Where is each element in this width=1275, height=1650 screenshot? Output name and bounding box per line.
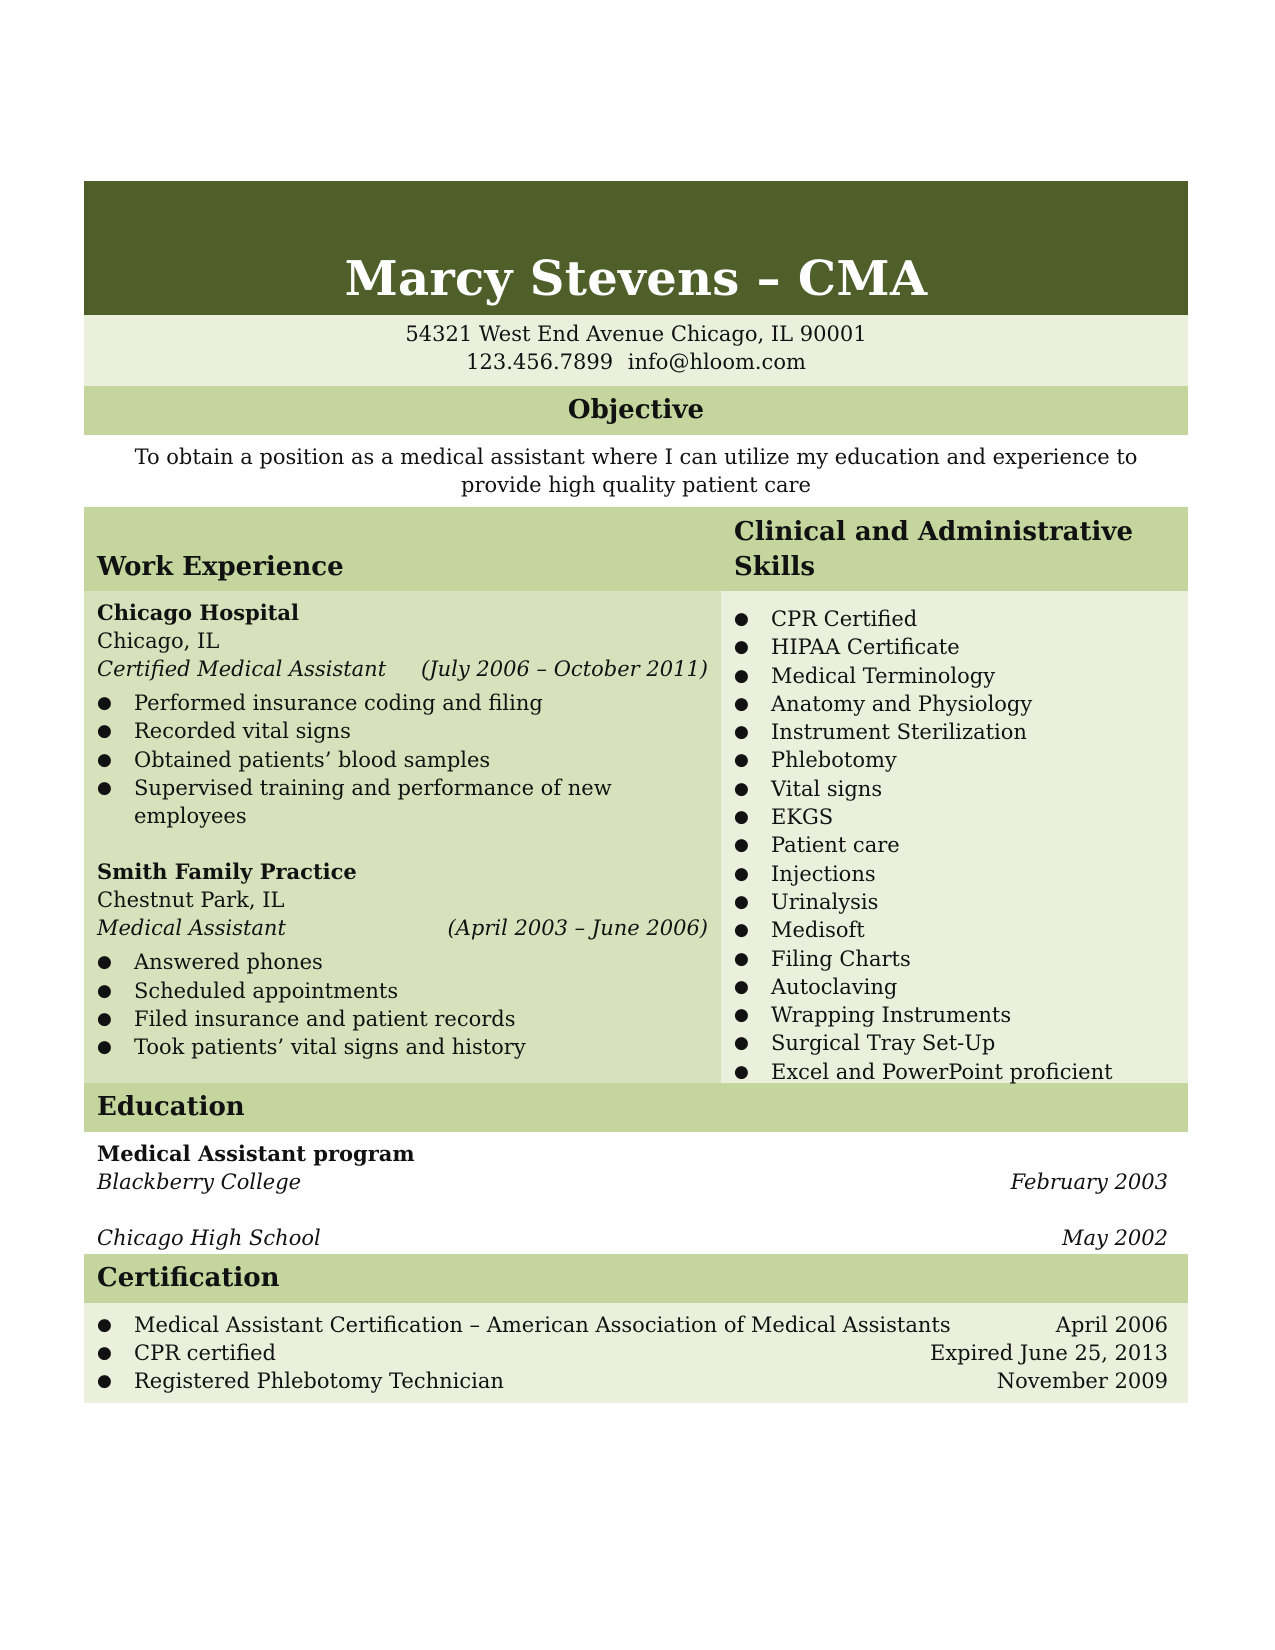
certification-heading: Certification xyxy=(84,1254,1188,1303)
college-name: Blackberry College xyxy=(97,1170,302,1194)
duty-item: ● Performed insurance coding and filing xyxy=(97,689,708,717)
contact-block xyxy=(84,315,1188,386)
phone-email-line xyxy=(84,348,1188,378)
job-location: Chicago, IL xyxy=(97,629,220,653)
education-school-row xyxy=(97,1224,1168,1252)
job-employer: Smith Family Practice xyxy=(97,859,357,885)
skill-item: ● Filing Charts xyxy=(734,945,1175,973)
job-entry xyxy=(97,599,708,830)
skill-item: ● Vital signs xyxy=(734,775,1175,803)
skills-body xyxy=(721,591,1188,1083)
skill-item: ● Anatomy and Physiology xyxy=(734,690,1175,718)
job-role-row xyxy=(97,914,708,942)
education-program xyxy=(97,1140,1168,1168)
duty-item: ● Took patients’ vital signs and history xyxy=(97,1033,708,1061)
certification-row xyxy=(97,1311,1168,1339)
skill-item: ● Injections xyxy=(734,860,1175,888)
duty-item: ● Filed insurance and patient records xyxy=(97,1005,708,1033)
job-role-row xyxy=(97,655,708,683)
skill-item: ● Urinalysis xyxy=(734,888,1175,916)
job-dates: (July 2006 – October 2011) xyxy=(421,657,708,681)
work-experience-heading: Work Experience xyxy=(84,507,721,591)
skill-item: ● Excel and PowerPoint proficient xyxy=(734,1058,1175,1086)
certification-date: November 2009 xyxy=(996,1369,1168,1393)
duty-item: ● Scheduled appointments xyxy=(97,977,708,1005)
candidate-name: Marcy Stevens – CMA xyxy=(344,251,928,307)
school-name: Chicago High School xyxy=(97,1226,321,1250)
experience-skills-section xyxy=(84,507,1188,1083)
education-heading: Education xyxy=(84,1083,1188,1132)
work-experience-column xyxy=(84,507,721,1083)
skills-list xyxy=(734,605,1175,1086)
certification-name: ● Medical Assistant Certification – American Association of Medical Assistants xyxy=(97,1311,951,1339)
skill-item: ● EKGS xyxy=(734,803,1175,831)
job-entry xyxy=(97,858,708,1061)
phone: 123.456.7899 xyxy=(466,350,614,374)
skill-item: ● HIPAA Certificate xyxy=(734,633,1175,661)
duty-item: ● Supervised training and performance of new employees xyxy=(97,774,708,831)
separator-glyph xyxy=(620,354,628,373)
school-date: May 2002 xyxy=(1061,1226,1168,1250)
certification-name: ● Registered Phlebotomy Technician xyxy=(97,1367,504,1395)
certification-body xyxy=(84,1303,1188,1403)
email[interactable]: info@hloom.com xyxy=(627,350,806,374)
certification-date: Expired June 25, 2013 xyxy=(929,1341,1168,1365)
skill-item: ● Medical Terminology xyxy=(734,662,1175,690)
resume-page xyxy=(84,181,1188,1403)
job-duties xyxy=(97,948,708,1061)
duty-item: ● Obtained patients’ blood samples xyxy=(97,746,708,774)
skill-item: ● Medisoft xyxy=(734,916,1175,944)
job-location: Chestnut Park, IL xyxy=(97,888,285,913)
skill-item: ● Phlebotomy xyxy=(734,746,1175,774)
certification-date: April 2006 xyxy=(1055,1313,1168,1337)
spacer xyxy=(97,1196,1168,1224)
job-duties xyxy=(97,689,708,830)
work-experience-body xyxy=(84,591,721,1083)
program-name: Medical Assistant program xyxy=(97,1141,415,1166)
skill-item: ● Instrument Sterilization xyxy=(734,718,1175,746)
job-role: Medical Assistant xyxy=(97,916,286,941)
skills-column xyxy=(721,507,1188,1083)
objective-heading: Objective xyxy=(84,386,1188,435)
education-college-row xyxy=(97,1168,1168,1196)
job-employer: Chicago Hospital xyxy=(97,600,299,625)
skill-item: ● Wrapping Instruments xyxy=(734,1001,1175,1029)
skill-item: ● Patient care xyxy=(734,831,1175,859)
job-dates: (April 2003 – June 2006) xyxy=(447,916,708,941)
duty-item: ● Answered phones xyxy=(97,948,708,976)
skill-item: ● CPR Certified xyxy=(734,605,1175,633)
objective-text: To obtain a position as a medical assistant where I can utilize my education and experience to provide high quality patient care xyxy=(134,445,1138,497)
certification-row xyxy=(97,1367,1168,1395)
skill-item: ● Surgical Tray Set-Up xyxy=(734,1029,1175,1057)
college-date: February 2003 xyxy=(1010,1170,1168,1194)
certification-row xyxy=(97,1339,1168,1367)
address: 54321 West End Avenue Chicago, IL 90001 xyxy=(405,322,867,346)
job-role: Certified Medical Assistant xyxy=(97,657,387,681)
duty-item: ● Recorded vital signs xyxy=(97,717,708,745)
name-banner xyxy=(84,181,1188,315)
skill-item: ● Autoclaving xyxy=(734,973,1175,1001)
certification-name: ● CPR certified xyxy=(97,1339,276,1367)
skills-heading: Clinical and Administrative Skills xyxy=(721,507,1188,591)
education-body xyxy=(84,1132,1188,1254)
